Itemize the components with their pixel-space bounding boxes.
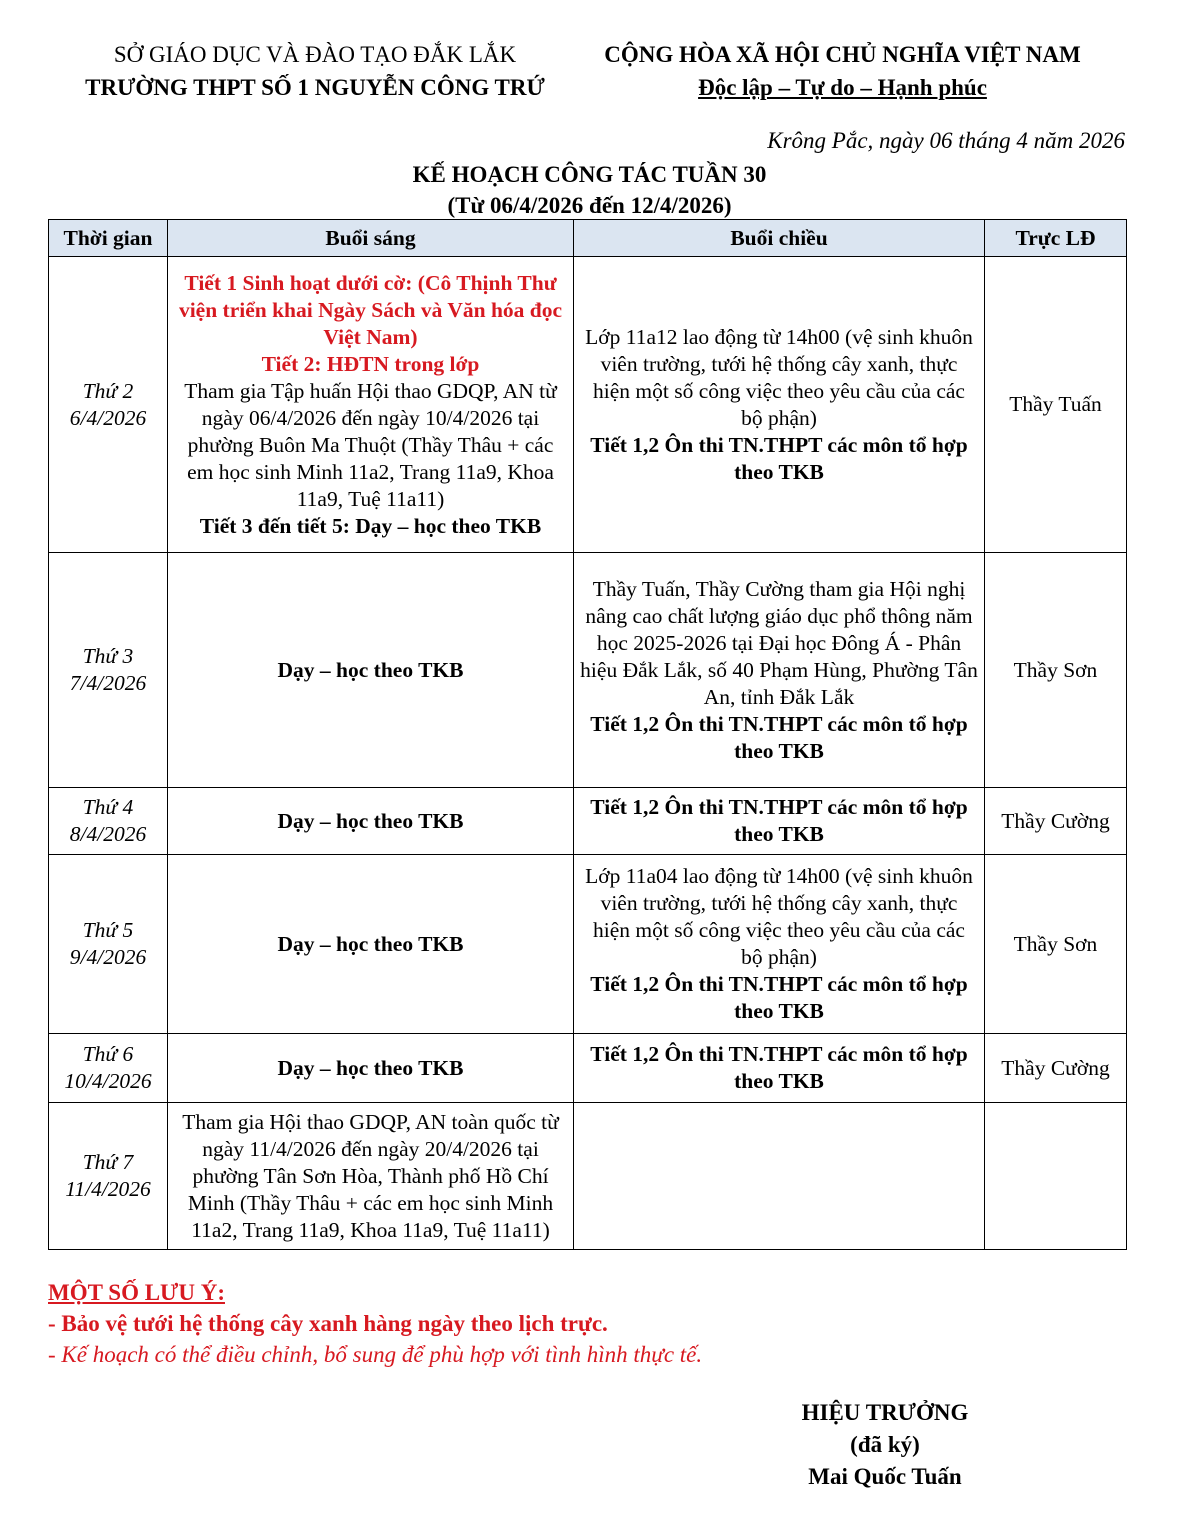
table-row [49, 1034, 1127, 1103]
day-cell [49, 553, 168, 788]
table-row [49, 788, 1127, 855]
duty-cell: Thầy Sơn [985, 855, 1127, 1034]
duty-cell [985, 1103, 1127, 1250]
header-left [50, 38, 580, 104]
signer-name: Mai Quốc Tuấn [808, 1464, 962, 1489]
motto: Độc lập – Tự do – Hạnh phúc [698, 75, 987, 100]
day-date: 8/4/2026 [69, 822, 147, 846]
morning-bold-text: Dạy – học theo TKB [277, 931, 464, 956]
afternoon-text: Thầy Tuấn, Thầy Cường tham gia Hội nghị nâng cao chất lượng giáo dục phổ thông năm học 2025-2026 tại Đại học Đông Á - Phân hiệu Đắk Lắk, số 40 Phạm Hùng, Phường Tân An, tỉnh Đắk Lắk [580, 576, 978, 709]
day-label: Thứ 6 [82, 1042, 134, 1066]
day-date: 6/4/2026 [69, 405, 147, 430]
duty-cell: Thầy Cường [985, 1034, 1127, 1103]
duty-cell: Thầy Cường [985, 788, 1127, 855]
morning-cell [168, 257, 574, 553]
day-date: 10/4/2026 [64, 1069, 152, 1093]
afternoon-bold-text: Tiết 1,2 Ôn thi TN.THPT các môn tổ hợp theo TKB [590, 795, 968, 846]
duty-cell: Thầy Sơn [985, 553, 1127, 788]
morning-red-text: Tiết 1 Sinh hoạt dưới cờ: (Cô Thịnh Thư viện triển khai Ngày Sách và Văn hóa đọc Việt Nam) [178, 270, 563, 349]
afternoon-cell [574, 1103, 985, 1250]
morning-cell [168, 1103, 574, 1250]
afternoon-bold-text: Tiết 1,2 Ôn thi TN.THPT các môn tổ hợp theo TKB [590, 972, 968, 1023]
morning-cell [168, 1034, 574, 1103]
morning-bold-text: Dạy – học theo TKB [277, 808, 464, 833]
day-date: 7/4/2026 [69, 671, 147, 695]
morning-bold-text: Tiết 3 đến tiết 5: Dạy – học theo TKB [199, 513, 542, 538]
day-label: Thứ 3 [82, 644, 134, 668]
table-header-row [49, 220, 1127, 257]
afternoon-cell [574, 788, 985, 855]
day-cell [49, 855, 168, 1034]
signature-status: (đã ký) [850, 1432, 920, 1457]
school-name: TRƯỜNG THPT SỐ 1 NGUYỄN CÔNG TRỨ [85, 75, 545, 100]
afternoon-cell [574, 1034, 985, 1103]
signature-block [770, 1397, 1000, 1493]
day-cell [49, 788, 168, 855]
afternoon-cell [574, 553, 985, 788]
day-date: 11/4/2026 [65, 1177, 151, 1201]
col-header-morning: Buổi sáng [168, 220, 574, 257]
col-header-duty: Trực LĐ [985, 220, 1127, 257]
morning-cell [168, 553, 574, 788]
day-cell [49, 1103, 168, 1250]
afternoon-cell [574, 257, 985, 553]
morning-red-text: Tiết 2: HĐTN trong lớp [261, 351, 480, 376]
header-right [570, 38, 1115, 104]
note-item: - Bảo vệ tưới hệ thống cây xanh hàng ngày theo lịch trực. [48, 1311, 608, 1336]
document-subtitle: (Từ 06/4/2026 đến 12/4/2026) [447, 193, 732, 218]
table-row [49, 553, 1127, 788]
notes-section [48, 1277, 1048, 1370]
morning-text: Tham gia Tập huấn Hội thao GDQP, AN từ ngày 06/4/2026 đến ngày 10/4/2026 tại phường Buôn Ma Thuột (Thầy Thâu + các em học sinh Minh 11a2, Trang 11a9, Khoa 11a9, Tuệ 11a11) [184, 378, 557, 511]
table-row [49, 855, 1127, 1034]
day-label: Thứ 2 [82, 378, 134, 403]
date-line: Krông Pắc, ngày 06 tháng 4 năm 2026 [767, 128, 1125, 153]
notes-title: MỘT SỐ LƯU Ý: [48, 1280, 225, 1305]
afternoon-text: Lớp 11a12 lao động từ 14h00 (vệ sinh khuôn viên trường, tưới hệ thống cây xanh, thực hiện một số công việc theo yêu cầu của các bộ phận) [585, 324, 973, 430]
note-item: - Kế hoạch có thể điều chỉnh, bổ sung để phù hợp với tình hình thực tế. [48, 1342, 703, 1367]
afternoon-bold-text: Tiết 1,2 Ôn thi TN.THPT các môn tổ hợp theo TKB [590, 711, 968, 763]
duty-cell: Thầy Tuấn [985, 257, 1127, 553]
day-label: Thứ 7 [82, 1150, 134, 1174]
signer-role: HIỆU TRƯỞNG [801, 1400, 969, 1425]
day-cell [49, 1034, 168, 1103]
republic-title: CỘNG HÒA XÃ HỘI CHỦ NGHĨA VIỆT NAM [604, 42, 1081, 67]
table-row [49, 257, 1127, 553]
document-title: KẾ HOẠCH CÔNG TÁC TUẦN 30 [412, 162, 767, 187]
morning-cell [168, 855, 574, 1034]
day-label: Thứ 5 [82, 918, 134, 942]
afternoon-cell [574, 855, 985, 1034]
day-date: 9/4/2026 [69, 945, 147, 969]
day-label: Thứ 4 [82, 795, 134, 819]
col-header-afternoon: Buổi chiều [574, 220, 985, 257]
schedule-table [48, 219, 1127, 1250]
department-name: SỞ GIÁO DỤC VÀ ĐÀO TẠO ĐẮK LẮK [113, 42, 517, 67]
afternoon-bold-text: Tiết 1,2 Ôn thi TN.THPT các môn tổ hợp theo TKB [590, 432, 968, 484]
morning-bold-text: Dạy – học theo TKB [277, 1055, 464, 1080]
afternoon-text: Lớp 11a04 lao động từ 14h00 (vệ sinh khuôn viên trường, tưới hệ thống cây xanh, thực hiện một số công việc theo yêu cầu của các bộ phận) [585, 864, 973, 969]
morning-text: Tham gia Hội thao GDQP, AN toàn quốc từ ngày 11/4/2026 đến ngày 20/4/2026 tại phường Tân Sơn Hòa, Thành phố Hồ Chí Minh (Thầy Thâu + các em học sinh Minh 11a2, Trang 11a9, Khoa 11a9, Tuệ 11a11) [182, 1109, 559, 1242]
afternoon-bold-text: Tiết 1,2 Ôn thi TN.THPT các môn tổ hợp theo TKB [590, 1042, 968, 1093]
morning-cell [168, 788, 574, 855]
col-header-time: Thời gian [49, 220, 168, 257]
morning-bold-text: Dạy – học theo TKB [277, 657, 464, 682]
table-row [49, 1103, 1127, 1250]
day-cell [49, 257, 168, 553]
